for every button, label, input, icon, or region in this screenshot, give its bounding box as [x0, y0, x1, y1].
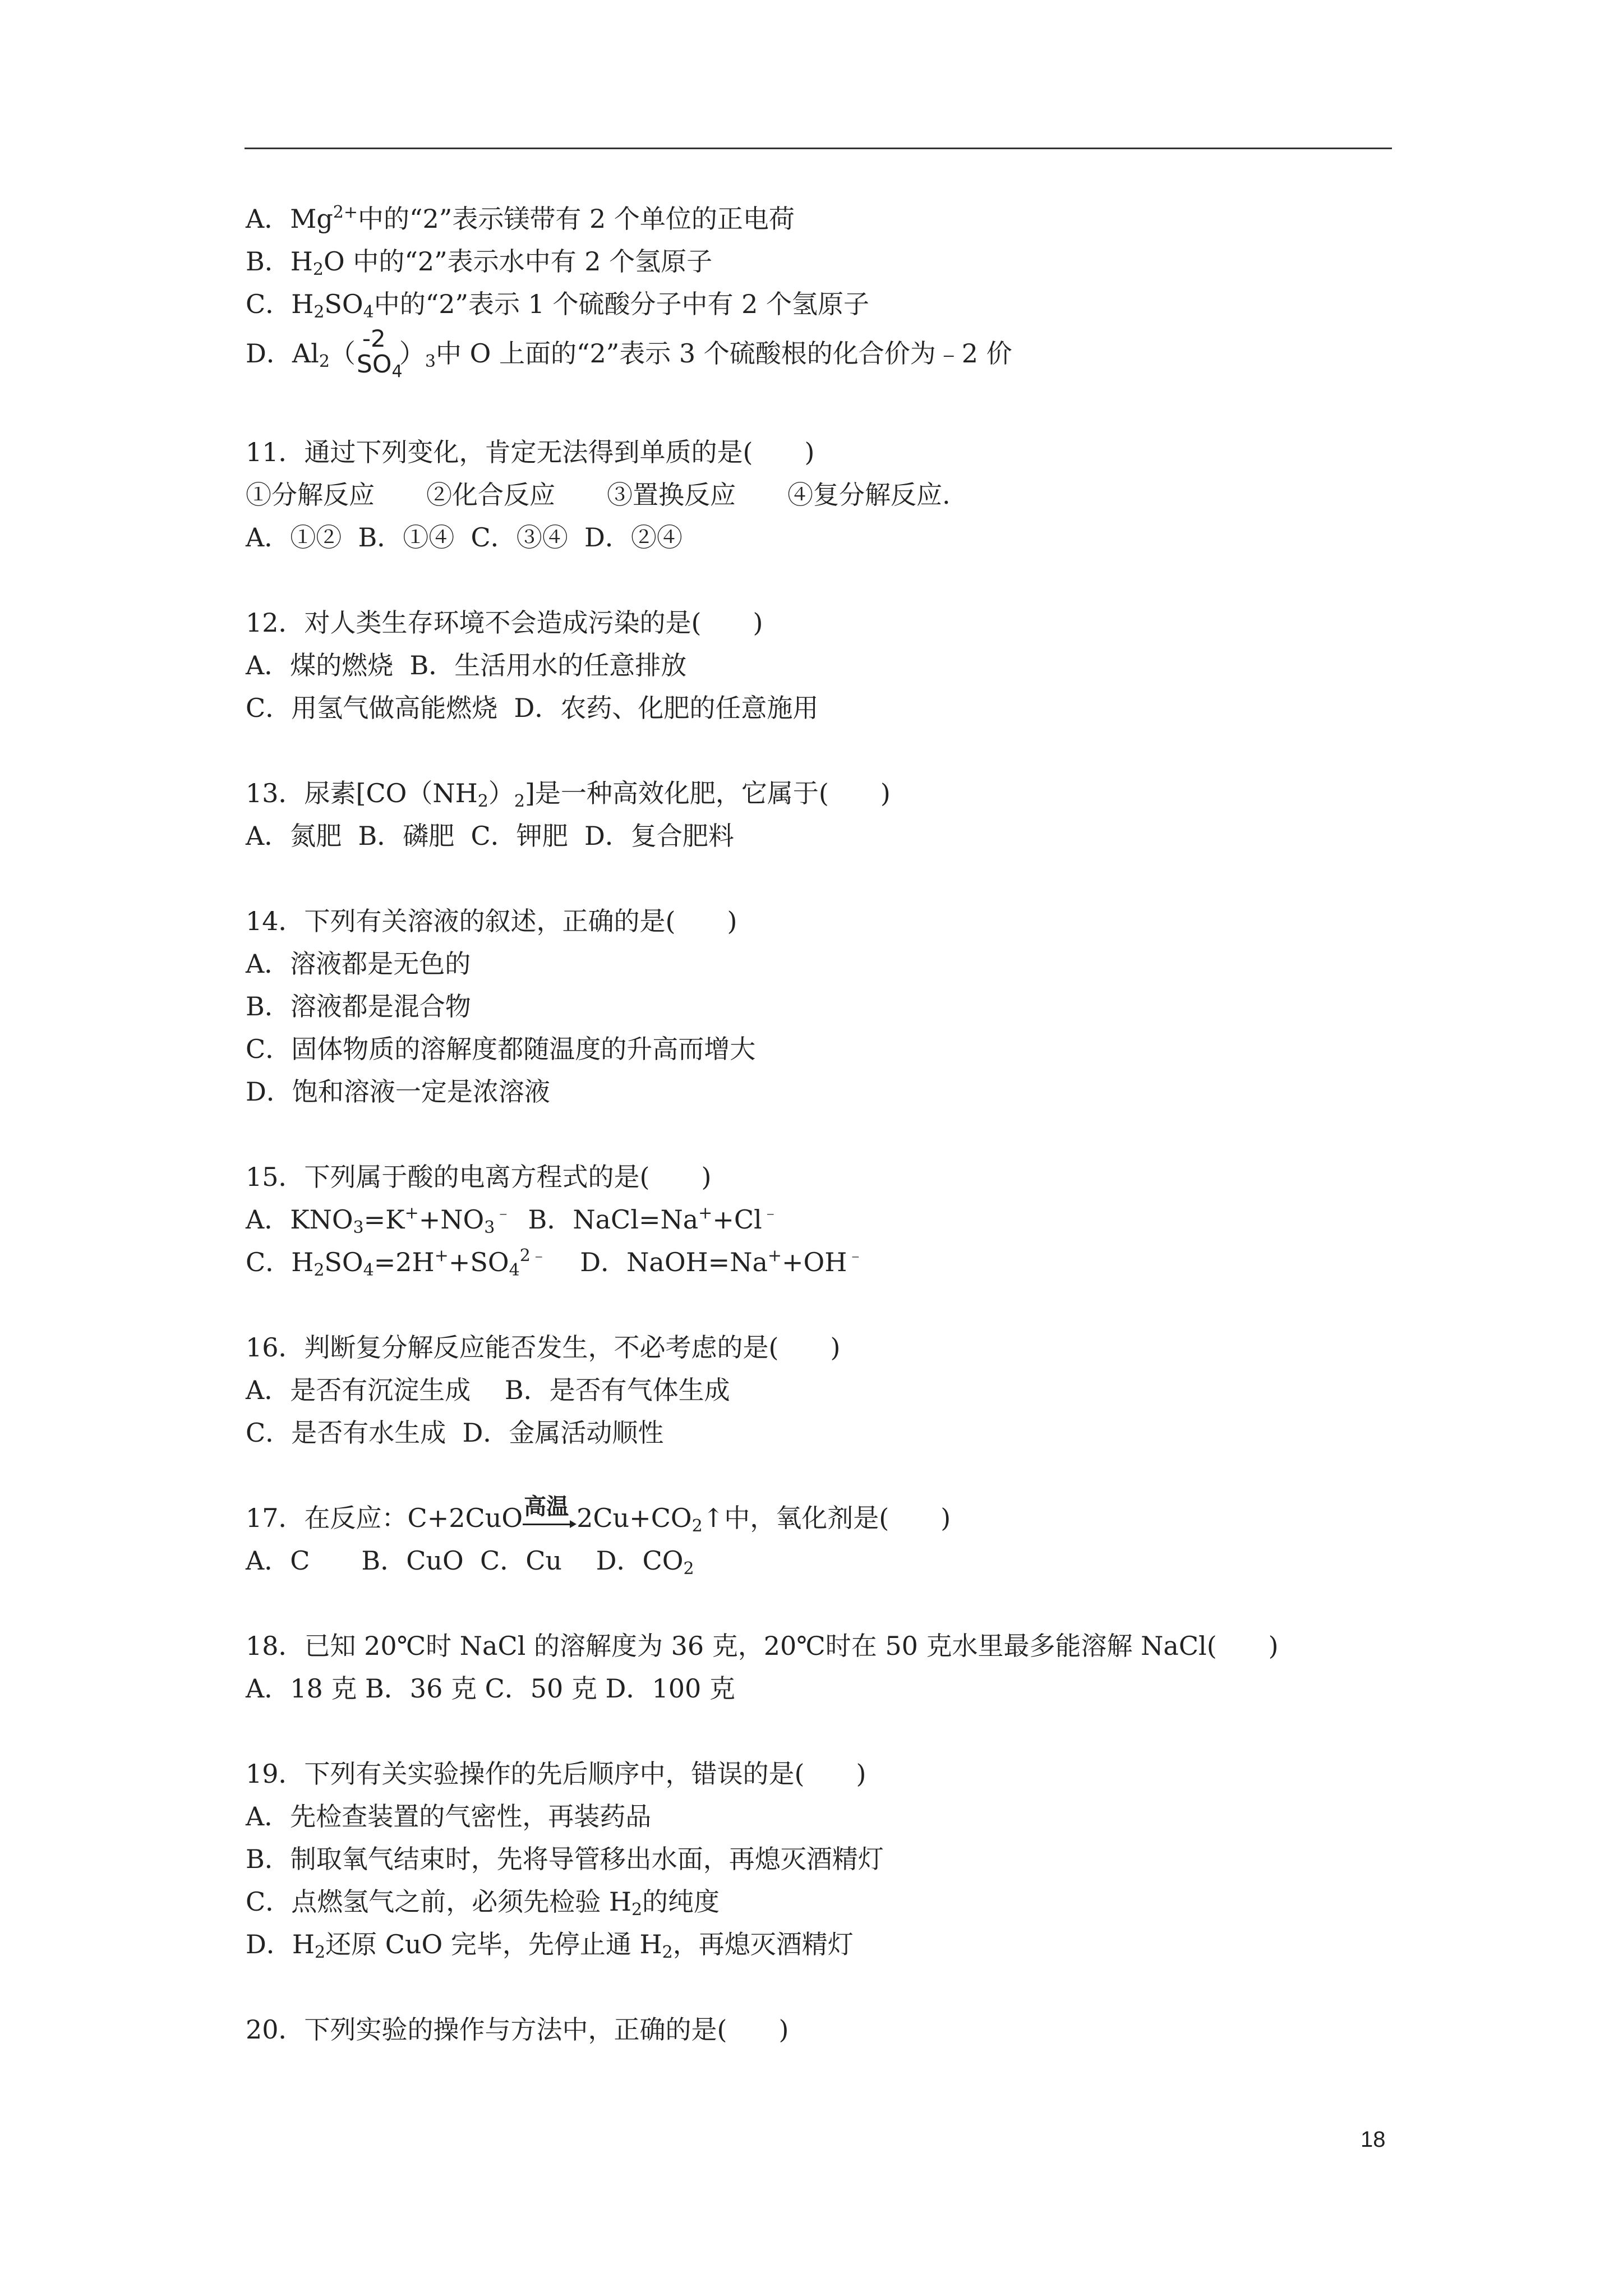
q13-options: A．氮肥 B．磷肥 C．钾肥 D．复合肥料 [246, 821, 734, 851]
q15-stem: 15．下列属于酸的电离方程式的是( ) [246, 1162, 712, 1192]
q14-stem: 14．下列有关溶液的叙述，正确的是( ) [246, 906, 737, 936]
q19-option-b: B．制取氧气结束时，先将导管移出水面，再熄灭酒精灯 [246, 1844, 884, 1874]
q17-stem: 17．在反应：C+2CuO 高温 $2Cu+CO_2↑$中，氧化剂是( ) [246, 1497, 1401, 1539]
q14-option-d: D．饱和溶液一定是浓溶液 [246, 1076, 550, 1107]
q12-stem: 12．对人类生存环境不会造成污染的是( ) [246, 608, 763, 638]
q19-option-a: A．先检查装置的气密性，再装药品 [246, 1801, 652, 1832]
q18-options: A．18 克 B．36 克 C．50 克 D．100 克 [246, 1673, 735, 1704]
q10-option-b: B．$H_2O$ 中的“2”表示水中有 2 个氢原子 [246, 246, 713, 279]
q12-options-1: A．煤的燃烧 B．生活用水的任意排放 [246, 650, 687, 680]
q15-options-2: C．$H_2SO_4=2H^++SO_4^{2﹣}$ D．NaOH=Na++OH﹣ [246, 1246, 864, 1280]
header-rule [245, 148, 1392, 149]
q10-option-d: D．$Al_2$（ -2 $SO_4$ ）$_3$中 O 上面的“2”表示 3 个硫酸根的化合价为﹣2 价 [246, 325, 1012, 381]
q16-options-1: A．是否有沉淀生成 B．是否有气体生成 [246, 1375, 730, 1405]
q19-option-d: D．$H_2$还原 CuO 完毕，先停止通 $H_2$，再熄灭酒精灯 [246, 1929, 854, 1962]
q14-option-b: B．溶液都是混合物 [246, 991, 471, 1022]
q16-stem: 16．判断复分解反应能否发生，不必考虑的是( ) [246, 1332, 841, 1363]
q18-stem: 18．已知 20℃时 NaCl 的溶解度为 36 克，20℃时在 50 克水里最多能溶解 NaCl( ) [246, 1631, 1279, 1661]
q14-option-a: A．溶液都是无色的 [246, 949, 471, 979]
q15-options-1: A．$KNO_3=K^++NO_3^﹣$ B．NaCl=Na++Cl﹣ [246, 1203, 779, 1237]
q10-option-a: A．$Mg^{2+}$中的“2”表示镁带有 2 个单位的正电荷 [246, 203, 795, 234]
q14-option-c: C．固体物质的溶解度都随温度的升高而增大 [246, 1034, 756, 1064]
q19-stem: 19．下列有关实验操作的先后顺序中，错误的是( ) [246, 1759, 866, 1789]
reaction-condition-arrow: 高温 [523, 1497, 577, 1539]
q16-options-2: C．是否有水生成 D．金属活动顺性 [246, 1418, 664, 1448]
q20-stem: 20．下列实验的操作与方法中，正确的是( ) [246, 2014, 789, 2045]
page-number: 18 [1361, 2127, 1386, 2152]
valence-notation: -2 $SO_4$ [356, 325, 403, 381]
question-content [246, 197, 1401, 2051]
q12-options-2: C．用氢气做高能燃烧 D．农药、化肥的任意施用 [246, 693, 819, 723]
q11-stem: 11．通过下列变化，肯定无法得到单质的是( ) [246, 437, 815, 467]
q19-option-c: C．点燃氢气之前，必须先检验 $H_2$的纯度 [246, 1887, 720, 1920]
q13-stem: 13．尿素$[CO(NH_2)_2]$是一种高效化肥，它属于( ) [246, 778, 891, 811]
q17-options: A．C B．CuO C．Cu D．$CO_2$ [246, 1545, 694, 1579]
q11-items: ①分解反应 ②化合反应 ③置换反应 ④复分解反应. [246, 480, 951, 510]
q10-option-c: C．$H_2SO_4$中的“2”表示 1 个硫酸分子中有 2 个氢原子 [246, 289, 870, 322]
q11-options: A．①② B．①④ C．③④ D．②④ [246, 522, 683, 553]
